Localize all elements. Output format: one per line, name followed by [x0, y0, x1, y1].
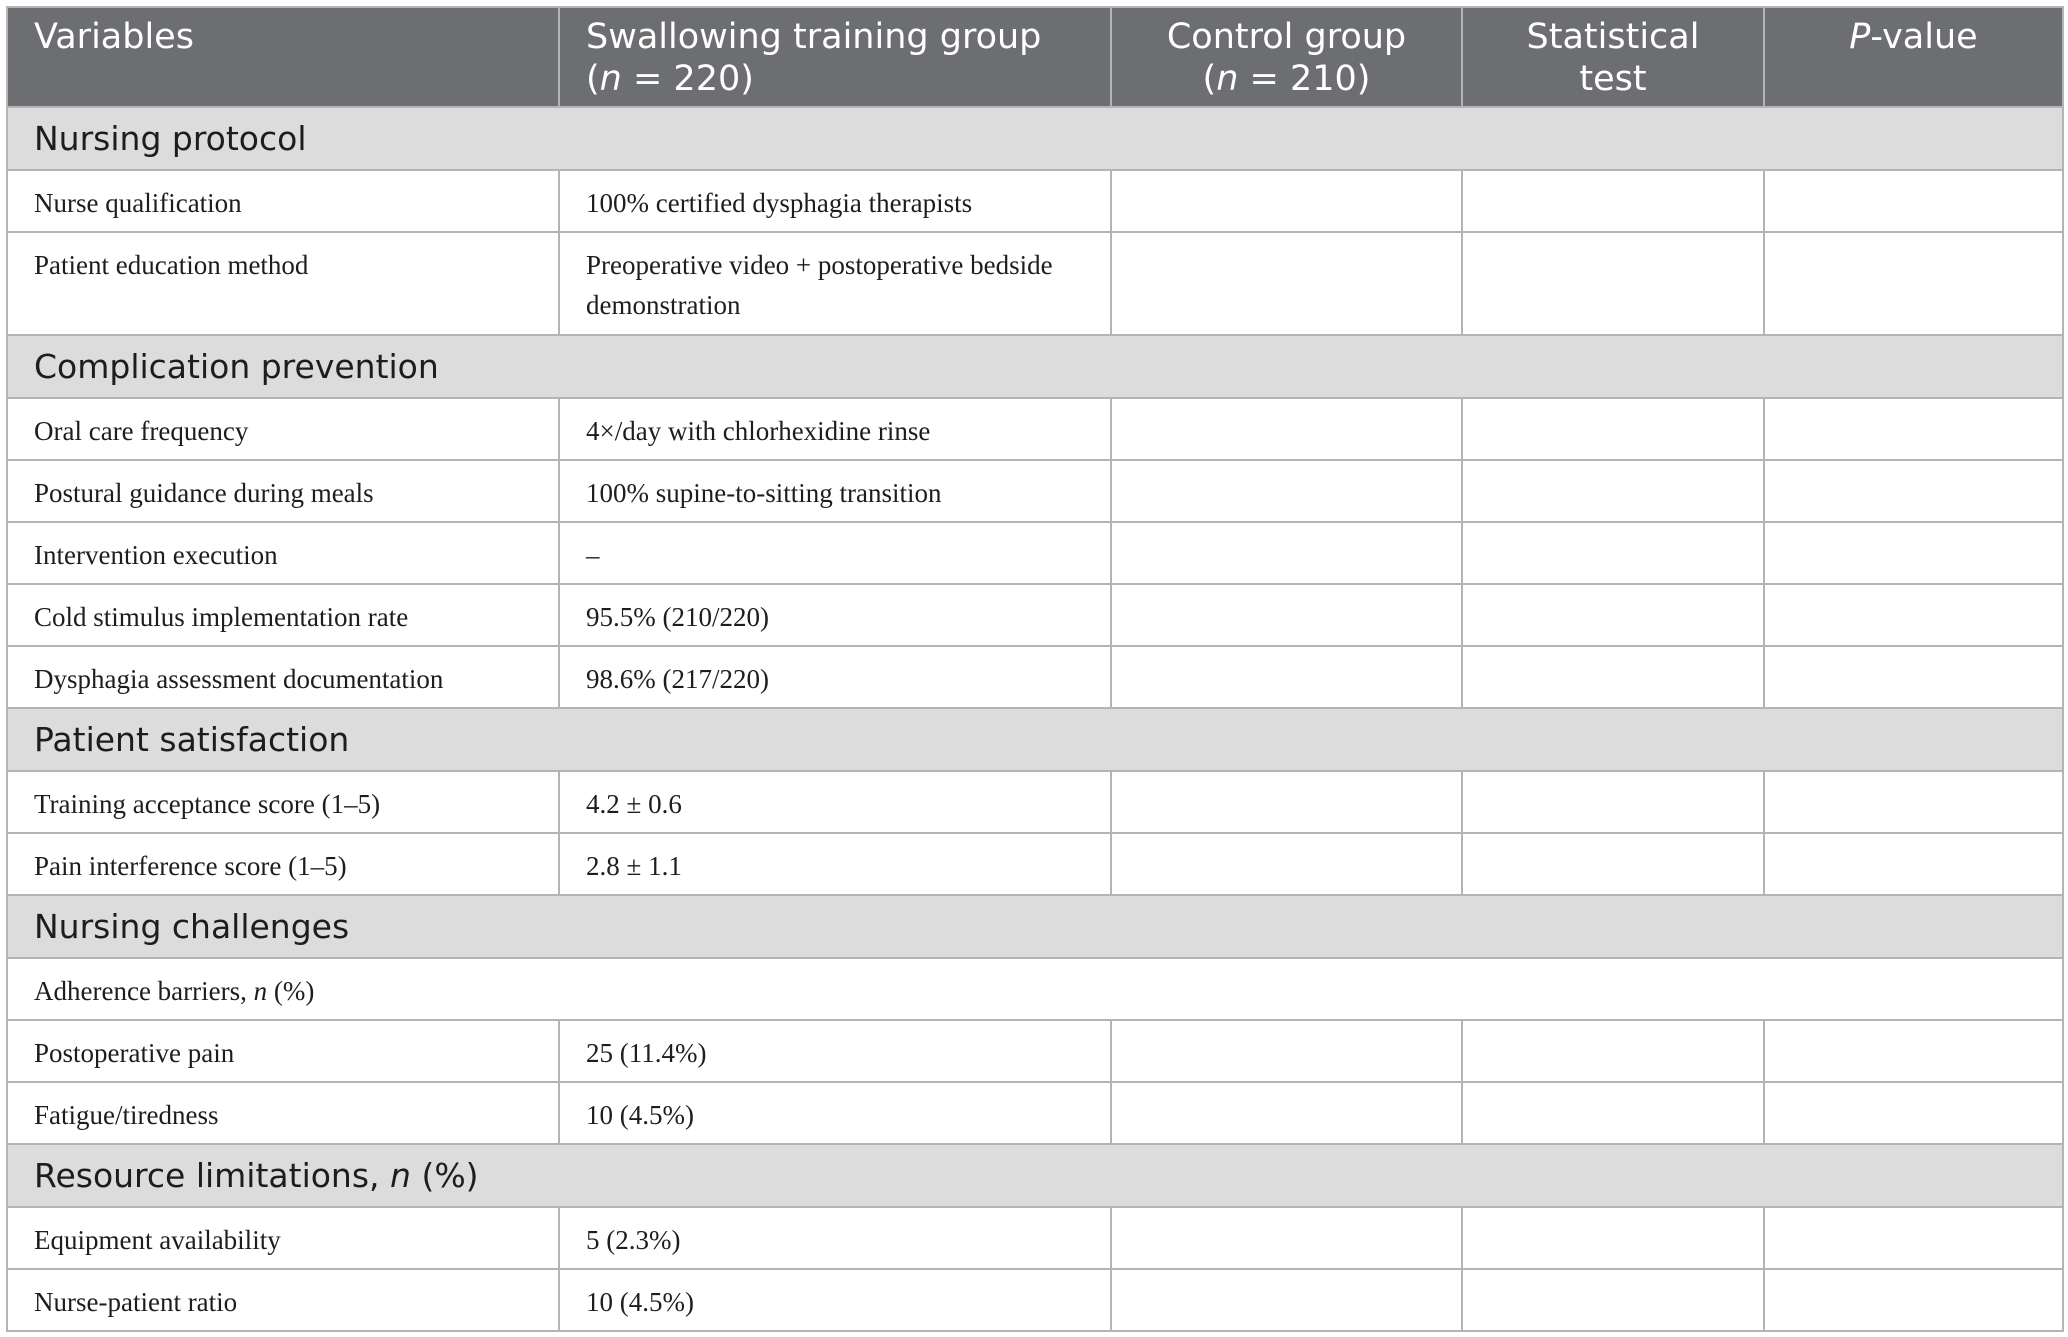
control-cell: [1111, 232, 1462, 335]
table-row: [7, 232, 2063, 335]
value-cell: 100% supine-to-sitting transition: [559, 460, 1111, 522]
statistical-test-cell: [1462, 460, 1764, 522]
p-value-cell: [1764, 1269, 2063, 1331]
control-cell: [1111, 1269, 1462, 1331]
control-cell: [1111, 170, 1462, 232]
p-value-cell: [1764, 1020, 2063, 1082]
table-row: [7, 584, 2063, 646]
control-cell: [1111, 522, 1462, 584]
header-statistical-test: Statistical test: [1462, 7, 1764, 107]
statistical-test-cell: [1462, 584, 1764, 646]
statistical-test-cell: [1462, 646, 1764, 708]
value-cell: 10 (4.5%): [559, 1269, 1111, 1331]
table-row: [7, 1082, 2063, 1144]
table-row: [7, 646, 2063, 708]
statistical-test-cell: [1462, 522, 1764, 584]
section-title: Nursing challenges: [7, 895, 2063, 958]
subheader-cell: Adherence barriers, n (%): [7, 958, 2063, 1020]
p-value-cell: [1764, 771, 2063, 833]
control-cell: [1111, 646, 1462, 708]
value-cell: 4.2 ± 0.6: [559, 771, 1111, 833]
control-cell: [1111, 584, 1462, 646]
control-cell: [1111, 460, 1462, 522]
value-cell: 2.8 ± 1.1: [559, 833, 1111, 895]
header-variables: Variables: [7, 7, 559, 107]
section-title: Resource limitations, n (%): [7, 1144, 2063, 1207]
variable-cell: Nurse-patient ratio: [7, 1269, 559, 1331]
section-title: Nursing protocol: [7, 107, 2063, 170]
statistical-test-cell: [1462, 170, 1764, 232]
value-cell: 5 (2.3%): [559, 1207, 1111, 1269]
table-row: [7, 522, 2063, 584]
variable-cell: Training acceptance score (1–5): [7, 771, 559, 833]
section-row-nursing-challenges: [7, 895, 2063, 958]
control-cell: [1111, 1207, 1462, 1269]
header-swallowing-training-group: Swallowing training group (n = 220): [559, 7, 1111, 107]
p-value-cell: [1764, 1207, 2063, 1269]
p-value-cell: [1764, 646, 2063, 708]
data-table-container: [6, 6, 2062, 1332]
table-row: [7, 833, 2063, 895]
p-value-cell: [1764, 460, 2063, 522]
statistical-test-cell: [1462, 1082, 1764, 1144]
header-control-group: Control group (n = 210): [1111, 7, 1462, 107]
control-cell: [1111, 771, 1462, 833]
section-row-complication-prevention: [7, 335, 2063, 398]
statistical-test-cell: [1462, 1269, 1764, 1331]
value-cell: 25 (11.4%): [559, 1020, 1111, 1082]
value-cell: 95.5% (210/220): [559, 584, 1111, 646]
p-value-cell: [1764, 1082, 2063, 1144]
table-row: [7, 460, 2063, 522]
statistical-test-cell: [1462, 833, 1764, 895]
header-p-value: P-value: [1764, 7, 2063, 107]
table-row: [7, 1020, 2063, 1082]
variable-cell: Postoperative pain: [7, 1020, 559, 1082]
control-cell: [1111, 398, 1462, 460]
table-header-row: [7, 7, 2063, 107]
value-cell: 100% certified dysphagia therapists: [559, 170, 1111, 232]
nursing-outcomes-table: [6, 6, 2064, 1332]
p-value-cell: [1764, 398, 2063, 460]
p-value-cell: [1764, 833, 2063, 895]
control-cell: [1111, 833, 1462, 895]
subheader-row-adherence-barriers: [7, 958, 2063, 1020]
section-row-patient-satisfaction: [7, 708, 2063, 771]
variable-cell: Pain interference score (1–5): [7, 833, 559, 895]
value-cell: Preoperative video + postoperative bedside demonstration: [559, 232, 1111, 335]
value-cell: –: [559, 522, 1111, 584]
value-cell: 10 (4.5%): [559, 1082, 1111, 1144]
table-row: [7, 398, 2063, 460]
control-cell: [1111, 1020, 1462, 1082]
variable-cell: Dysphagia assessment documentation: [7, 646, 559, 708]
statistical-test-cell: [1462, 232, 1764, 335]
section-row-nursing-protocol: [7, 107, 2063, 170]
variable-cell: Oral care frequency: [7, 398, 559, 460]
table-row: [7, 771, 2063, 833]
variable-cell: Equipment availability: [7, 1207, 559, 1269]
variable-cell: Patient education method: [7, 232, 559, 335]
variable-cell: Postural guidance during meals: [7, 460, 559, 522]
statistical-test-cell: [1462, 398, 1764, 460]
table-row: [7, 1207, 2063, 1269]
value-cell: 98.6% (217/220): [559, 646, 1111, 708]
control-cell: [1111, 1082, 1462, 1144]
p-value-cell: [1764, 522, 2063, 584]
section-row-resource-limitations: [7, 1144, 2063, 1207]
section-title: Complication prevention: [7, 335, 2063, 398]
value-cell: 4×/day with chlorhexidine rinse: [559, 398, 1111, 460]
p-value-cell: [1764, 170, 2063, 232]
statistical-test-cell: [1462, 1020, 1764, 1082]
table-row: [7, 1269, 2063, 1331]
statistical-test-cell: [1462, 771, 1764, 833]
p-value-cell: [1764, 584, 2063, 646]
variable-cell: Fatigue/tiredness: [7, 1082, 559, 1144]
table-row: [7, 170, 2063, 232]
variable-cell: Intervention execution: [7, 522, 559, 584]
section-title: Patient satisfaction: [7, 708, 2063, 771]
variable-cell: Nurse qualification: [7, 170, 559, 232]
p-value-cell: [1764, 232, 2063, 335]
variable-cell: Cold stimulus implementation rate: [7, 584, 559, 646]
statistical-test-cell: [1462, 1207, 1764, 1269]
